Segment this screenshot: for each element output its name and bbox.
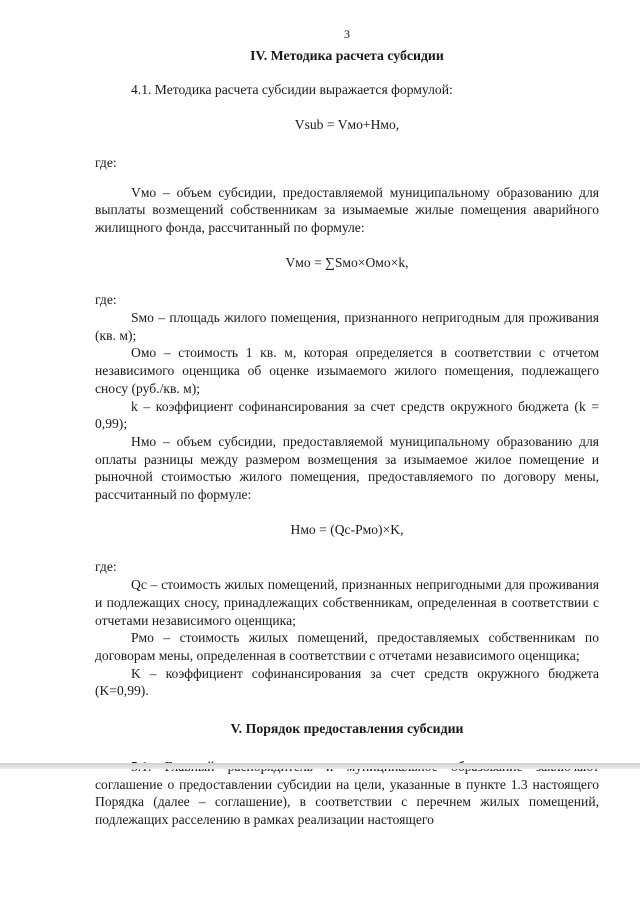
definition-smo: Sмо – площадь жилого помещения, признанного непригодным для проживания (кв. м); bbox=[95, 310, 599, 343]
formula-vmo: Vмо = ∑Sмо×Омо×k, bbox=[285, 254, 409, 270]
where-label: где: bbox=[95, 292, 117, 308]
paragraph-4-1: 4.1. Методика расчета субсидии выражается формулой: bbox=[131, 82, 453, 98]
where-label: где: bbox=[95, 559, 117, 575]
formula-vsub: Vsub = Vмо+Нмо, bbox=[294, 117, 400, 133]
page-number: 3 bbox=[344, 27, 350, 41]
section-4-heading: IV. Методика расчета субсидии bbox=[250, 47, 444, 63]
definition-vmo: Vмо – объем субсидии, предоставляемой муниципальному образованию для выплаты возмещений собственникам за изымаемые жилые помещения аварийного жилищного фонда, рассчитанный по формуле: bbox=[95, 184, 599, 235]
definition-omo: Омо – стоимость 1 кв. м, которая определяется в соответствии с отчетом независимого оценщика об оценке изымаемого жилого помещения, подлежащего сносу (руб./кв. м); bbox=[95, 345, 599, 396]
page-bottom-edge bbox=[0, 763, 640, 769]
definition-nmo: Нмо – объем субсидии, предоставляемой муниципальному образованию для оплаты разницы между размером возмещения за изымаемое жилое помещение и рыночной стоимостью жилого помещения, предоставляемого по договору мены, рассчитанный по формуле: bbox=[95, 433, 599, 503]
page-content bbox=[95, 26, 599, 829]
paragraph-5-1: соглашение о предоставлении субсидии на цели, указанные в пункте 1.3 настоящего Порядка (далее – соглашение), в соответствии с перечнем жилых помещений, подлежащих расселению в рамках реализации настоящего bbox=[95, 776, 599, 827]
formula-nmo: Нмо = (Qс-Рмо)×K, bbox=[290, 521, 404, 537]
section-5-heading: V. Порядок предоставления субсидии bbox=[230, 721, 464, 737]
where-label: где: bbox=[95, 154, 117, 170]
definition-qc: Qс – стоимость жилых помещений, признанных непригодными для проживания и подлежащих сносу, принадлежащих собственникам, определенная в соответствии с отчетами независимого оценщика; bbox=[95, 577, 599, 628]
definition-pmo: Рмо – стоимость жилых помещений, предоставляемых собственникам по договорам мены, определенная в соответствии с отчетами независимого оценщика; bbox=[95, 630, 599, 663]
definition-K: K – коэффициент софинансирования за счет средств окружного бюджета (K=0,99). bbox=[95, 665, 599, 699]
definition-k: k – коэффициент софинансирования за счет средств окружного бюджета (k = 0,99); bbox=[95, 398, 599, 432]
